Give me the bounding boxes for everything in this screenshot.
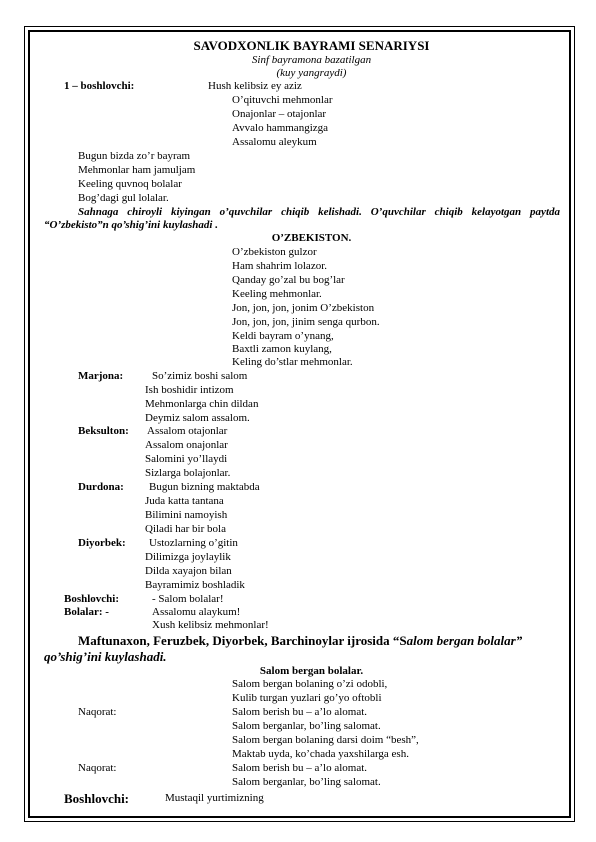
song-line: O’zbekiston gulzor bbox=[232, 246, 317, 258]
speaker-line: Sizlarga bolajonlar. bbox=[145, 467, 231, 479]
song-line: Baxtli zamon kuylang, bbox=[232, 343, 332, 355]
speaker-line: Ustozlarning o’gitin bbox=[149, 537, 238, 549]
song-title-uzbekiston: O’ZBEKISTON. bbox=[271, 232, 352, 244]
speaker-line: So’zimiz boshi salom bbox=[152, 370, 248, 382]
song-line: Keldi bayram o’ynang, bbox=[232, 330, 334, 342]
kids-line: Assalomu alaykum! bbox=[152, 606, 241, 618]
speaker-line: Assalom otajonlar bbox=[147, 425, 228, 437]
host-label: Boshlovchi: bbox=[64, 593, 120, 605]
song-line: Jon, jon, jon, jinim senga qurbon. bbox=[232, 316, 380, 328]
stage-direction-1-cont: “O’zbekisto”n qo’shig’ini kuylashadi . bbox=[44, 219, 218, 231]
stage-direction-2 bbox=[78, 633, 522, 648]
verse-line: Avvalo hammangizga bbox=[232, 122, 329, 134]
verse-line: Keeling quvnoq bolalar bbox=[78, 178, 182, 190]
verse-line: Mehmonlar ham jamuljam bbox=[78, 164, 196, 176]
song-line: Kulib turgan yuzlari go’yo oftobli bbox=[232, 692, 382, 704]
speaker-line: Bugun bizning maktabda bbox=[149, 481, 260, 493]
music-note: (kuy yangraydi) bbox=[276, 67, 347, 79]
song-line: Salom berganlar, bo’ling salomat. bbox=[232, 720, 381, 732]
host1-label: 1 – boshlovchi: bbox=[64, 80, 135, 92]
verse-line: Assalomu aleykum bbox=[232, 136, 317, 148]
chorus-label: Naqorat: bbox=[78, 762, 117, 774]
speaker-line: Qiladi har bir bola bbox=[145, 523, 226, 535]
footer-line: Mustaqil yurtimizning bbox=[165, 792, 264, 804]
song-title-salom: Salom bergan bolalar. bbox=[259, 665, 364, 677]
stage-direction-2-tail: alom bergan bolalar” bbox=[406, 633, 523, 648]
verse-line: O’qituvchi mehmonlar bbox=[232, 94, 333, 106]
song-line: Qanday go’zal bu bog’lar bbox=[232, 274, 345, 286]
speaker-name: Durdona: bbox=[78, 481, 124, 493]
footer-host-label: Boshlovchi: bbox=[64, 791, 130, 806]
verse-line: Hush kelibsiz ey aziz bbox=[208, 80, 302, 92]
song-line: Salom berish bu – a’lo alomat. bbox=[232, 706, 368, 718]
stage-direction-2-cont: qo’shig’ini kuylashadi. bbox=[44, 649, 167, 664]
song-line: Jon, jon, jon, jonim O’zbekiston bbox=[232, 302, 375, 314]
verse-line: Bog’dagi gul lolalar. bbox=[78, 192, 169, 204]
host-line: - Salom bolalar! bbox=[152, 593, 224, 605]
verse-line: Onajonlar – otajonlar bbox=[232, 108, 327, 120]
song-line: Salom bergan bolaning darsi doim “besh”, bbox=[232, 734, 419, 746]
document-title: SAVODXONLIK BAYRAMI SENARIYSI bbox=[193, 38, 430, 53]
speaker-line: Assalom onajonlar bbox=[145, 439, 228, 451]
document-subtitle: Sinf bayramona bazatilgan bbox=[251, 54, 372, 66]
speaker-name: Beksulton: bbox=[78, 425, 129, 437]
kids-line: Xush kelibsiz mehmonlar! bbox=[152, 619, 269, 631]
song-line: Ham shahrim lolazor. bbox=[232, 260, 328, 272]
speaker-line: Deymiz salom assalom. bbox=[145, 412, 250, 424]
speaker-line: Dilimizga joylaylik bbox=[145, 551, 231, 563]
song-line: Salom berganlar, bo’ling salomat. bbox=[232, 776, 381, 788]
speaker-line: Ish boshidir intizom bbox=[145, 384, 234, 396]
song-line: Salom berish bu – a’lo alomat. bbox=[232, 762, 368, 774]
song-line: Salom bergan bolaning o’zi odobli, bbox=[232, 678, 388, 690]
song-line: Keeling mehmonlar. bbox=[232, 288, 322, 300]
speaker-line: Juda katta tantana bbox=[145, 495, 224, 507]
speaker-line: Bayramimiz boshladik bbox=[145, 579, 245, 591]
speaker-name: Marjona: bbox=[78, 370, 124, 382]
stage-direction-2-main: Maftunaxon, Feruzbek, Diyorbek, Barchinoylar ijrosida “S bbox=[78, 633, 407, 648]
verse-line: Bugun bizda zo’r bayram bbox=[78, 150, 191, 162]
speaker-name: Diyorbek: bbox=[78, 537, 126, 549]
song-line: Keling do’stlar mehmonlar. bbox=[232, 356, 353, 368]
chorus-label: Naqorat: bbox=[78, 706, 117, 718]
stage-direction-1: Sahnaga chiroyli kiyingan o’quvchilar chiqib kelishadi. O’quvchilar chiqib kelayotgan paytda bbox=[78, 206, 560, 218]
speaker-line: Dilda xayajon bilan bbox=[145, 565, 232, 577]
speaker-line: Bilimini namoyish bbox=[145, 509, 228, 521]
speaker-line: Salomini yo’llaydi bbox=[145, 453, 228, 465]
kids-label: Bolalar: - bbox=[64, 606, 109, 618]
song-line: Maktab uyda, ko’chada yaxshilarga esh. bbox=[232, 748, 409, 760]
speaker-line: Mehmonlarga chin dildan bbox=[145, 398, 259, 410]
